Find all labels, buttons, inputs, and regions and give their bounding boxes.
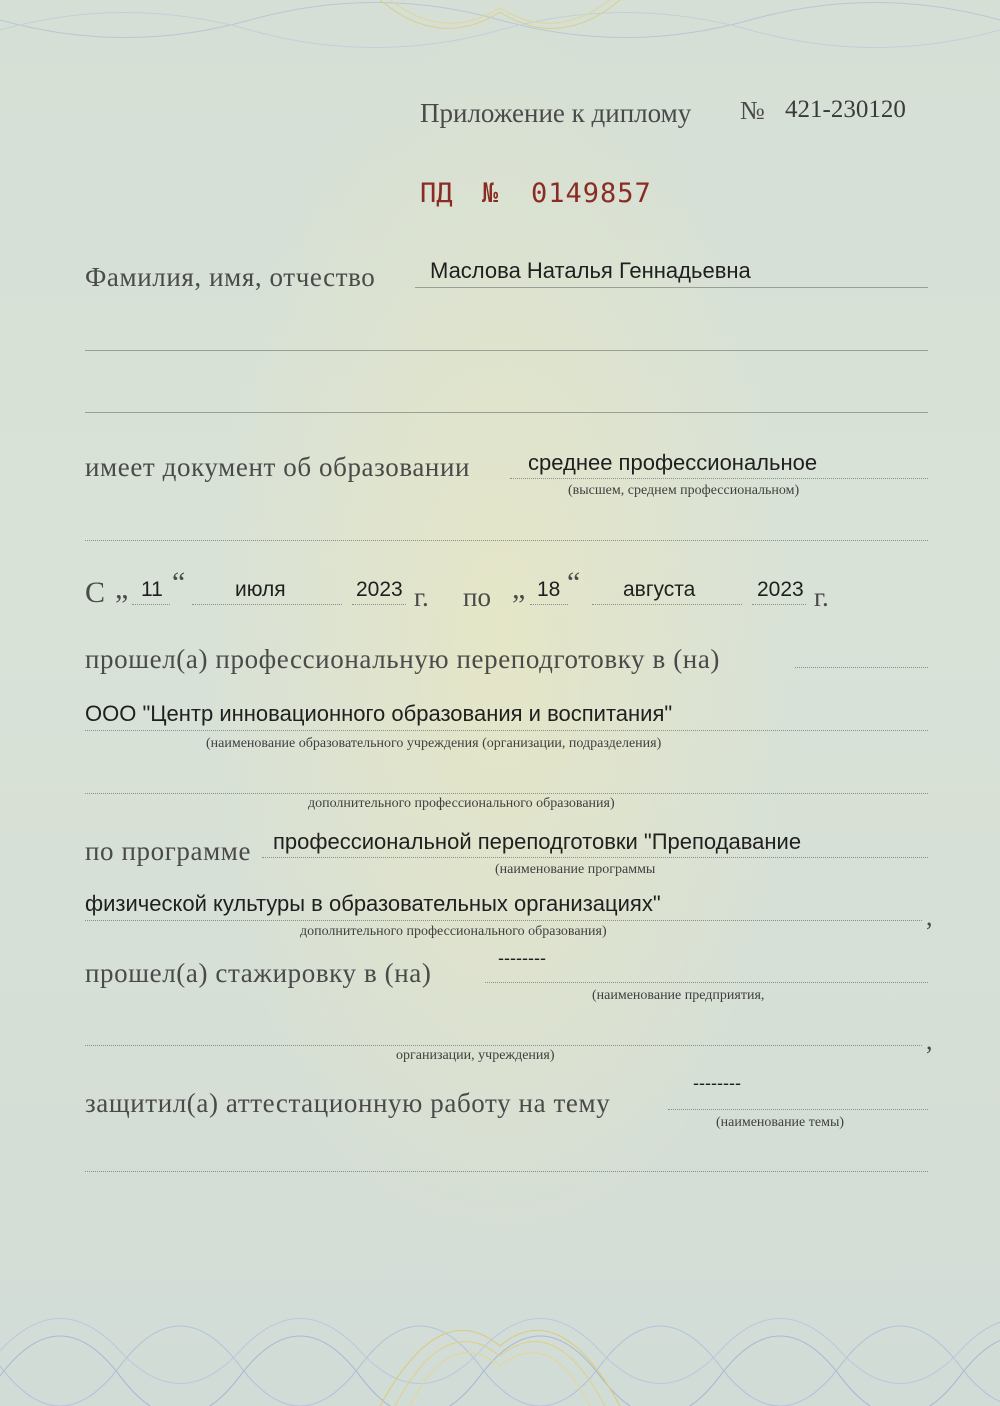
program-caption-2: дополнительного профессионального образования) — [300, 924, 607, 939]
fio-label: Фамилия, имя, отчество — [85, 262, 376, 292]
date-from-month: июля — [235, 578, 286, 601]
date-to-label: по — [463, 582, 491, 612]
fio-underline — [415, 287, 928, 288]
education-label: имеет документ об образовании — [85, 452, 471, 482]
program-caption-1: (наименование программы — [495, 862, 656, 877]
date-from-label: С — [85, 576, 106, 609]
program-comma: , — [926, 902, 933, 931]
retraining-institution-line — [85, 730, 928, 731]
date-from-close-quote: “ — [172, 566, 186, 599]
date-to-month-line — [592, 604, 742, 605]
internship-label: прошел(а) стажировку в (на) — [85, 958, 432, 988]
date-to-year-suffix: г. — [814, 582, 829, 612]
education-line-2 — [85, 540, 928, 541]
series-number: 0149857 — [531, 178, 652, 209]
appendix-number-sign: № — [740, 96, 765, 125]
retraining-institution: ООО "Центр инновационного образования и воспитания" — [85, 701, 673, 726]
program-line-1-underline — [262, 857, 928, 858]
date-from-open-quote: „ — [115, 572, 129, 605]
education-value: среднее профессиональное — [528, 450, 818, 475]
guilloche-bottom-border — [0, 1256, 1000, 1406]
program-line-2-underline — [85, 920, 922, 921]
education-caption: (высшем, среднем профессиональном) — [568, 483, 800, 498]
date-to-month: августа — [623, 578, 696, 601]
program-label: по программе — [85, 836, 252, 866]
internship-underline — [485, 982, 928, 983]
internship-line-2 — [85, 1045, 922, 1046]
internship-value: -------- — [498, 948, 546, 968]
date-from-day-line — [132, 604, 170, 605]
date-to-open-quote: „ — [512, 572, 526, 605]
fio-value: Маслова Наталья Геннадьевна — [430, 258, 751, 283]
date-from-year-suffix: г. — [414, 582, 429, 612]
program-line-2: физической культуры в образовательных организациях" — [85, 891, 661, 916]
thesis-underline — [668, 1109, 928, 1110]
internship-comma: , — [926, 1026, 933, 1055]
thesis-line-2 — [85, 1171, 928, 1172]
fio-line-3 — [85, 412, 928, 413]
thesis-value: -------- — [693, 1073, 741, 1093]
date-to-close-quote: “ — [567, 566, 581, 599]
retraining-label: прошел(а) профессиональную переподготовку в (на) — [85, 644, 721, 674]
education-underline — [510, 478, 928, 479]
guilloche-top-border — [0, 0, 1000, 60]
retraining-line-2 — [85, 793, 928, 794]
date-to-day-line — [530, 604, 568, 605]
program-line-1: профессиональной переподготовки "Преподавание — [273, 829, 802, 854]
fio-line-2 — [85, 350, 928, 351]
series-number-sign: № — [482, 178, 499, 209]
date-from-day: 11 — [141, 578, 163, 601]
retraining-label-line — [795, 667, 928, 668]
appendix-label: Приложение к диплому — [420, 98, 692, 128]
date-to-day: 18 — [537, 578, 561, 601]
retraining-caption-2: дополнительного профессионального образования) — [308, 796, 615, 811]
internship-caption-2: организации, учреждения) — [396, 1048, 555, 1063]
date-to-year: 2023 — [757, 578, 804, 601]
date-to-year-line — [752, 604, 806, 605]
internship-caption-1: (наименование предприятия, — [592, 988, 765, 1003]
appendix-number: 421-230120 — [785, 96, 906, 123]
date-from-month-line — [192, 604, 342, 605]
thesis-label: защитил(а) аттестационную работу на тему — [85, 1088, 611, 1118]
thesis-caption: (наименование темы) — [716, 1115, 845, 1130]
date-from-year-line — [352, 604, 406, 605]
series-prefix: ПД — [420, 178, 453, 209]
date-from-year: 2023 — [356, 578, 403, 601]
retraining-caption-1: (наименование образовательного учреждения (организации, подразделения) — [206, 736, 662, 751]
